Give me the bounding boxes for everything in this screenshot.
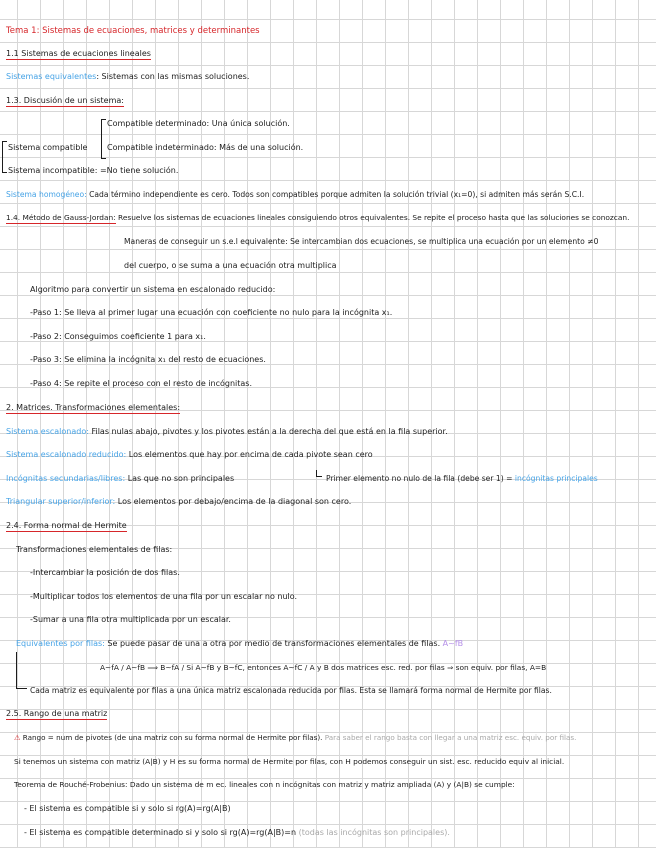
note: Para saber el rango basta con llegar a una matriz esc. equiv. por filas. <box>322 733 577 742</box>
paso-4: -Paso 4: Se repite el proceso con el resto de incógnitas. <box>30 379 252 388</box>
equivalence-properties: A~fA / A~fB ⟹ B~fA / Si A~fB y B~fC, entonces A~fC / A y B dos matrices esc. red. por filas ⇒ son equiv. por filas, A=B <box>100 663 547 672</box>
term: Equivalentes por filas: <box>16 639 105 648</box>
section-heading: 1.3. Discusión de un sistema: <box>6 96 124 105</box>
def-pivote <box>326 474 598 484</box>
term: Sistema escalonado reducido: <box>6 450 127 459</box>
section-heading: 2.4. Forma normal de Hermite <box>6 521 127 530</box>
brace-compatible <box>101 119 106 159</box>
compatible-indeterminado: Compatible indeterminado: Más de una solución. <box>107 143 304 152</box>
arrow-corner-pivote <box>316 470 322 477</box>
transformacion-3: -Sumar a una fila otra multiplicada por un escalar. <box>30 615 231 624</box>
section-1-3 <box>6 96 124 106</box>
paso-2: -Paso 2: Conseguimos coeficiente 1 para x₁. <box>30 332 206 341</box>
page-title: Tema 1: Sistemas de ecuaciones, matrices y determinantes <box>6 26 260 36</box>
compatible-determinado: Compatible determinado: Una única solución. <box>107 119 290 128</box>
term: Sistema homogéneo: <box>6 190 87 199</box>
def-sistema-escalonado <box>6 427 448 437</box>
section-heading: 1.1 Sistemas de ecuaciones lineales <box>6 49 151 58</box>
note: (todas las incógnitas son principales). <box>296 828 450 837</box>
definition: Rango = num de pivotes (de una matriz con su forma normal de Hermite por filas). <box>22 733 323 742</box>
definition: Filas nulas abajo, pivotes y los pivotes están a la derecha del que está en la fila superior. <box>88 427 448 436</box>
warning-icon: ⚠ <box>14 733 21 742</box>
condition: - El sistema es compatible determinado si y solo si rg(A)=rg(A|B)=n <box>24 828 297 837</box>
paso-1: -Paso 1: Se lleva al primer lugar una ecuación con coeficiente no nulo para la incógnita x₁. <box>30 308 393 317</box>
def-sistemas-equivalentes <box>6 72 249 82</box>
transformacion-1: -Intercambiar la posición de dos filas. <box>30 568 180 577</box>
section-heading: 2.5. Rango de una matriz <box>6 709 108 718</box>
condicion-compatible: - El sistema es compatible si y solo si rg(A)=rg(A|B) <box>24 804 231 813</box>
def-sistema-homogeneo <box>6 190 584 200</box>
transformaciones-title: Transformaciones elementales de filas: <box>16 545 173 554</box>
section-heading: 1.4. Método de Gauss-Jordan: <box>6 213 116 222</box>
term: Sistemas equivalentes <box>6 72 97 81</box>
def-escalonado-reducido <box>6 450 373 460</box>
definition: Los elementos por debajo/encima de la diagonal son cero. <box>115 497 352 506</box>
hermite-sistema: Si tenemos un sistema con matriz (A|B) y H es su forma normal de Hermite por filas, con H podemos conseguir un sist. esc. reducido equiv al inicial. <box>14 757 565 766</box>
sistema-compatible: Sistema compatible <box>8 143 88 152</box>
definition: : Sistemas con las mismas soluciones. <box>96 72 250 81</box>
term: incógnitas principales <box>514 474 598 483</box>
def-triangular <box>6 497 351 507</box>
transformacion-2: -Multiplicar todos los elementos de una fila por un escalar no nulo. <box>30 592 298 601</box>
definition: Primer elemento no nulo de la fila (debe ser 1) = <box>326 474 515 483</box>
section-2-5 <box>6 709 107 719</box>
notation: A~fB <box>442 639 464 648</box>
term: Sistema escalonado: <box>6 427 89 436</box>
teorema-rouche-frobenius: Teorema de Rouché-Frobenius: Dado un sistema de m ec. lineales con n incógnitas con matriz y matriz ampliada (A) y (A|B) se cumple: <box>14 780 515 789</box>
section-heading: 2. Matrices. Transformaciones elementales: <box>6 403 181 412</box>
def-rango <box>14 733 576 743</box>
brace-sistema <box>2 141 7 173</box>
term: Incógnitas secundarias/libres: <box>6 474 126 483</box>
def-incognitas-secundarias <box>6 474 234 484</box>
definition: Cada término independiente es cero. Todos son compatibles porque admiten la solución trivial (x₁=0), si admiten más serán S.C.I. <box>86 190 585 199</box>
paso-3: -Paso 3: Se elimina la incógnita x₁ del resto de ecuaciones. <box>30 355 266 364</box>
definition: Las que no son principales <box>125 474 235 483</box>
term: Triangular superior/inferior: <box>6 497 116 506</box>
section-2-4 <box>6 521 127 531</box>
definition: Resuelve los sistemas de ecuaciones lineales consiguiendo otros equivalentes. Se repite el proceso hasta que las soluciones se conozcan. <box>115 213 630 222</box>
condicion-compatible-determinado <box>24 828 450 838</box>
maneras-line-2: del cuerpo, o se suma a una ecuación otra multiplica <box>124 261 337 270</box>
sistema-incompatible: Sistema incompatible: =No tiene solución. <box>8 166 179 175</box>
def-equivalentes-por-filas <box>16 639 463 649</box>
arrow-hook <box>16 652 27 689</box>
section-1-1 <box>6 49 151 59</box>
algoritmo-title: Algoritmo para convertir un sistema en escalonado reducido: <box>30 285 276 294</box>
section-2 <box>6 403 180 413</box>
definition: Se puede pasar de una a otra por medio de transformaciones elementales de filas. <box>104 639 441 648</box>
forma-normal-statement: Cada matriz es equivalente por filas a una única matriz escalonada reducida por filas. Esta se llamará forma normal de Hermite por filas. <box>30 686 552 695</box>
definition: Los elementos que hay por encima de cada pivote sean cero <box>126 450 373 459</box>
maneras-line-1: Maneras de conseguir un s.e.l equivalente: Se intercambian dos ecuaciones, se multiplica una ecuación por un elemento ≠0 <box>124 237 599 246</box>
section-1-4 <box>6 213 629 223</box>
